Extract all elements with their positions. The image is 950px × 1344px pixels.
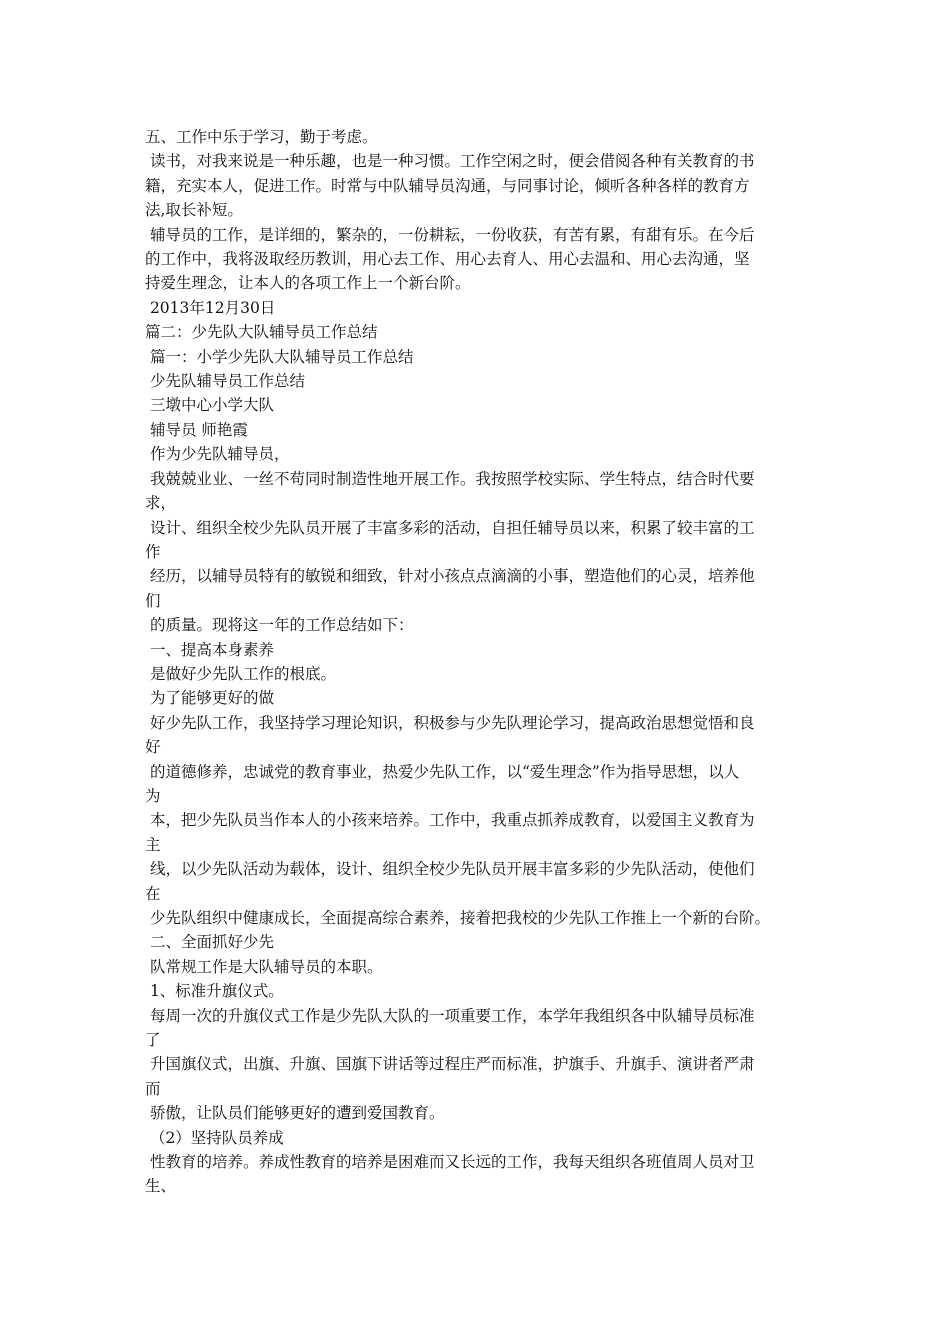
- text-line: 了: [145, 1031, 161, 1050]
- text-line: 线，以少先队活动为载体，设计、组织全校少先队员开展丰富多彩的少先队活动，使他们: [145, 860, 755, 879]
- text-line: 籍，充实本人，促进工作。时常与中队辅导员沟通，与同事讨论，倾听各种各样的教育方: [145, 176, 750, 195]
- text-line: 性教育的培养。养成性教育的培养是困难而又长远的工作，我每天组织各班值周人员对卫: [145, 1153, 755, 1172]
- text-line: 三墩中心小学大队: [145, 396, 274, 415]
- text-line: 是做好少先队工作的根底。: [145, 664, 336, 683]
- text-line: 为了能够更好的做: [145, 689, 274, 708]
- text-line: 骄傲，让队员们能够更好的遭到爱国教育。: [145, 1104, 445, 1123]
- text-line: 好少先队工作，我坚持学习理论知识，积极参与少先队理论学习，提高政治思想觉悟和良: [145, 713, 755, 732]
- text-line: 法,取长补短。: [145, 201, 243, 220]
- text-line: 经历，以辅导员特有的敏锐和细致，针对小孩点点滴滴的小事，塑造他们的心灵，培养他: [145, 567, 755, 586]
- text-line: 一、提高本身素养: [145, 640, 274, 659]
- text-line: 篇二：少先队大队辅导员工作总结: [145, 323, 378, 342]
- text-line: 辅导员的工作，是详细的，繁杂的，一份耕耘，一份收获，有苦有累，有甜有乐。在今后: [145, 225, 755, 244]
- document-body: [145, 125, 815, 1199]
- text-line: 1、标准升旗仪式。: [145, 982, 284, 1001]
- text-line: 二、全面抓好少先: [145, 933, 274, 952]
- text-line: 篇一：小学少先队大队辅导员工作总结: [145, 347, 414, 366]
- text-line: 好: [145, 738, 161, 757]
- text-line: 们: [145, 591, 161, 610]
- text-line: 生、: [145, 1177, 177, 1196]
- text-line: 设计、组织全校少先队员开展了丰富多彩的活动，自担任辅导员以来，积累了较丰富的工: [145, 518, 755, 537]
- text-line: 而: [145, 1079, 161, 1098]
- text-line: 五、工作中乐于学习，勤于考虑。: [145, 128, 378, 146]
- text-line: 2013年12月30日: [145, 298, 276, 317]
- text-line: 少先队辅导员工作总结: [145, 372, 305, 391]
- text-line: 每周一次的升旗仪式工作是少先队大队的一项重要工作，本学年我组织各中队辅导员标准: [145, 1006, 755, 1025]
- text-line: 辅导员 师艳霞: [145, 420, 248, 439]
- text-line: 我兢兢业业、一丝不苟同时制造性地开展工作。我按照学校实际、学生特点，结合时代要: [145, 469, 755, 488]
- text-line: 求，: [145, 494, 177, 513]
- text-line: 读书，对我来说是一种乐趣，也是一种习惯。工作空闲之时，便会借阅各种有关教育的书: [145, 152, 755, 171]
- text-line: 作: [145, 542, 161, 561]
- text-line: 的质量。现将这一年的工作总结如下：: [145, 616, 414, 635]
- text-line: 少先队组织中健康成长，全面提高综合素养，接着把我校的少先队工作推上一个新的台阶。: [145, 909, 770, 927]
- text-line: （2）坚持队员养成: [145, 1128, 284, 1147]
- text-line: 的道德修养，忠诚党的教育事业，热爱少先队工作，以“爱生理念”作为指导思想，以人: [145, 762, 740, 781]
- text-line: 作为少先队辅导员，: [145, 445, 290, 464]
- text-line: 的工作中，我将汲取经历教训，用心去工作、用心去育人、用心去温和、用心去沟通，坚: [145, 250, 750, 269]
- text-line: 持爱生理念，让本人的各项工作上一个新台阶。: [145, 274, 471, 293]
- text-line: 队常规工作是大队辅导员的本职。: [145, 957, 383, 976]
- text-line: 主: [145, 835, 161, 854]
- text-line: 为: [145, 786, 161, 805]
- text-line: 升国旗仪式，出旗、升旗、国旗下讲话等过程庄严而标准，护旗手、升旗手、演讲者严肃: [145, 1055, 755, 1074]
- text-line: 本，把少先队员当作本人的小孩来培养。工作中，我重点抓养成教育，以爱国主义教育为: [145, 811, 755, 830]
- text-line: 在: [145, 884, 161, 903]
